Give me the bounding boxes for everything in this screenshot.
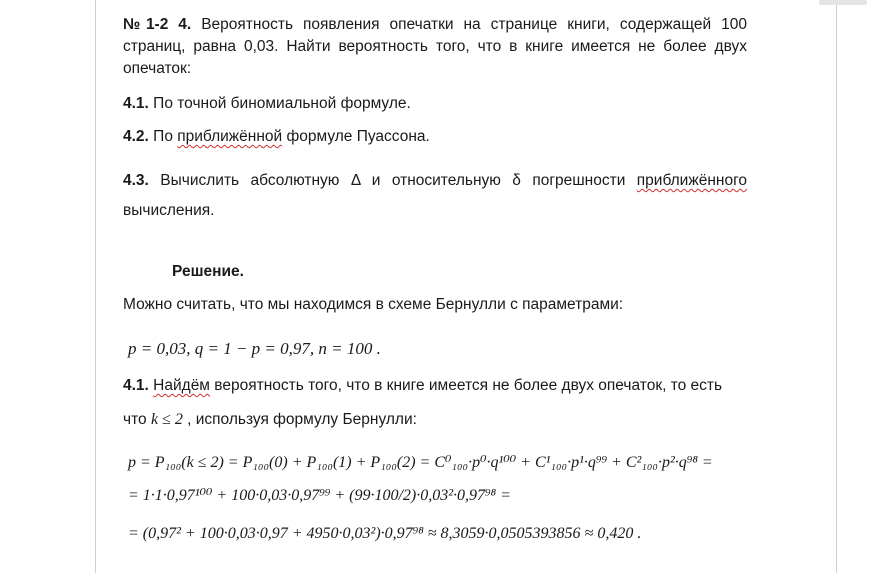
formula-line-2-text: = 1·1·0,97¹⁰⁰ + 100·0,03·0,97⁹⁹ + (99·100/2)·0,03²·0,97⁹⁸ = <box>128 487 511 504</box>
part-text-a: что <box>123 411 151 428</box>
part-text-b: , используя формулу Бернулли: <box>182 411 417 428</box>
condition-math: k ≤ 2 <box>150 411 183 428</box>
spellcheck-word: приближённого <box>636 172 747 189</box>
item-text: По точной биномиальной формуле. <box>153 95 411 112</box>
item-text-after: формуле Пуассона. <box>282 128 430 145</box>
formula-line-3-text: = (0,97² + 100·0,03·0,97 + 4950·0,03²)·0,97⁹⁸ ≈ 8,3059·0,0505393856 ≈ 0,420 . <box>128 525 642 542</box>
spellcheck-word: приближённой <box>177 128 283 145</box>
part-label: 4.1. <box>123 377 149 394</box>
part-4-1-line2 <box>123 409 747 431</box>
params-text: p = 0,03, q = 1 − p = 0,97, n = 100 . <box>128 339 381 358</box>
part-text: вероятность того, что в книге имеется не более двух опечаток, то есть <box>209 377 723 394</box>
formula-line-2 <box>128 485 511 505</box>
item-4-2 <box>123 126 747 148</box>
item-label: 4.2. <box>123 128 149 145</box>
item-text-before: По <box>153 128 178 145</box>
formula-line-3 <box>128 525 641 543</box>
problem-statement <box>123 14 747 80</box>
solution-intro: Можно считать, что мы находимся в схеме Бернулли с параметрами: <box>123 296 624 313</box>
formula-line-1 <box>128 452 713 472</box>
item-label: 4.3. <box>123 172 149 189</box>
problem-text: Вероятность появления опечатки на странице книги, содержащей 100 страниц, равна 0,03. Найти вероятность того, что в книге имеется не более двух опечаток: <box>123 16 747 77</box>
problem-number: №1-2 4. <box>123 16 192 33</box>
params-equation <box>128 339 381 359</box>
window-corner-bar <box>819 0 867 5</box>
part-4-1-line1 <box>123 375 747 397</box>
item-text-after: вычисления. <box>123 202 215 219</box>
solution-heading: Решение. <box>172 263 244 280</box>
item-4-1 <box>123 93 747 115</box>
item-4-3 <box>123 166 747 226</box>
item-text-before: Вычислить абсолютную Δ и относительную δ погрешности <box>160 172 637 189</box>
formula-line-1-text: p = P₁₀₀(k ≤ 2) = P₁₀₀(0) + P₁₀₀(1) + P₁₀₀(2) = C⁰₁₀₀·p⁰·q¹⁰⁰ + C¹₁₀₀·p¹·q⁹⁹ + C²₁₀₀·p²·q⁹⁸ = <box>128 454 713 471</box>
spellcheck-word: Найдём <box>153 377 210 394</box>
item-label: 4.1. <box>123 95 149 112</box>
